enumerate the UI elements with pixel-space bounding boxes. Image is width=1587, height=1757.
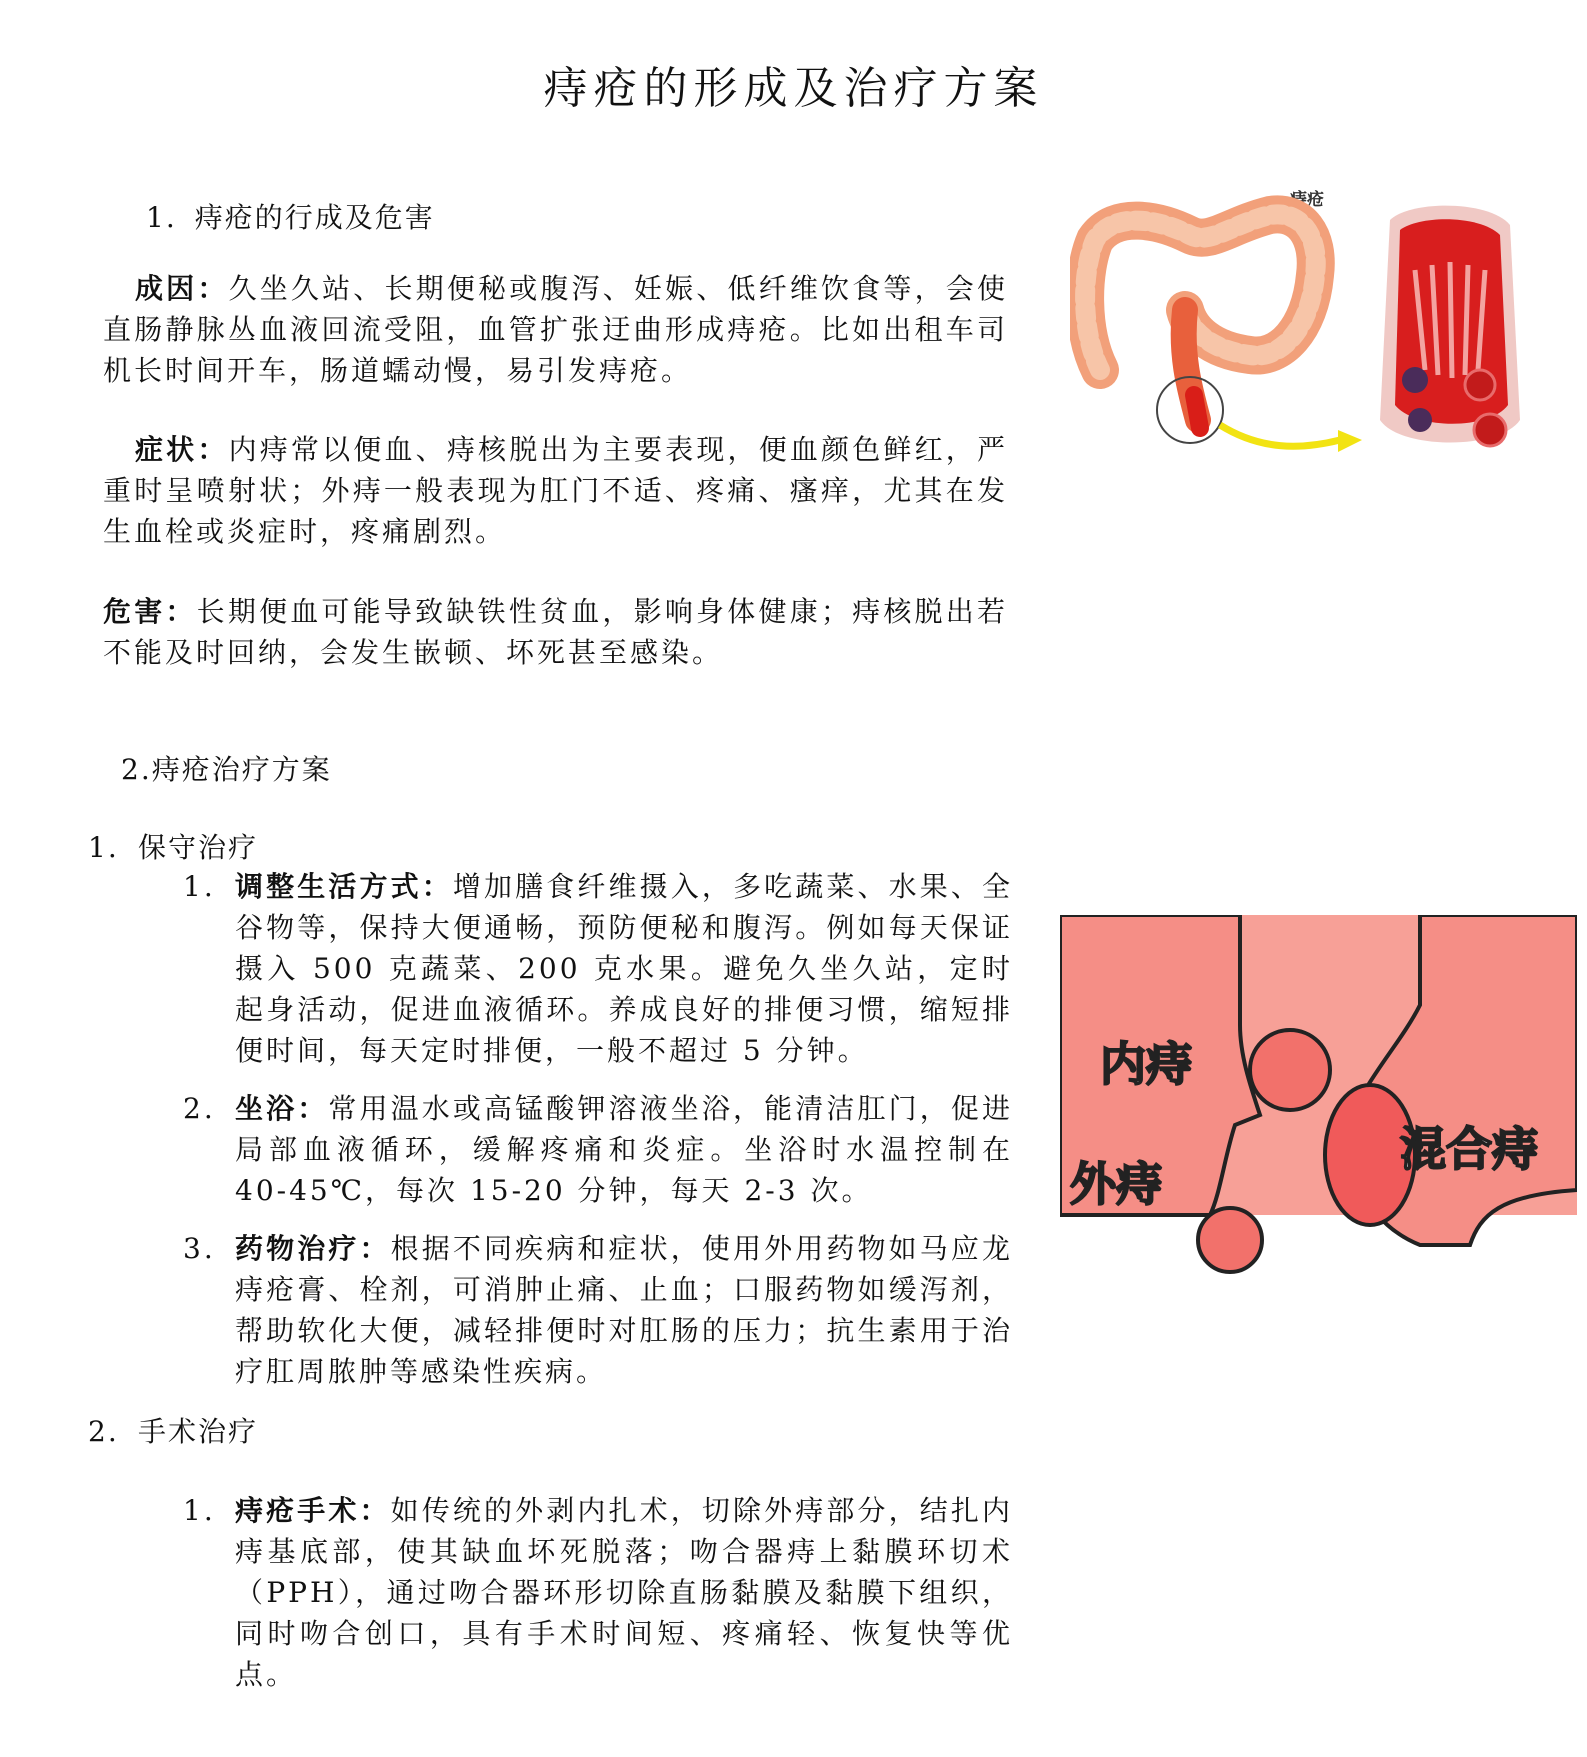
list-item-medication <box>183 1228 1013 1392</box>
sitz-bath-label: 坐浴： <box>235 1092 329 1125</box>
medication-label: 药物治疗： <box>235 1232 391 1265</box>
list-item-sitz-bath <box>183 1088 1013 1211</box>
harm-paragraph <box>103 591 1008 673</box>
harm-label: 危害： <box>103 595 197 628</box>
arrow-head <box>1338 430 1362 452</box>
section1-title: 痔疮的行成及危害 <box>194 201 435 234</box>
conservative-title: 保守治疗 <box>138 831 259 864</box>
list-item-number: 1. <box>183 1494 216 1527</box>
mixed-hemorrhoid-label: 混合痔 <box>1400 1122 1538 1176</box>
cause-text: 久坐久站、长期便秘或腹泻、妊娠、低纤维饮食等，会使直肠静脉丛血液回流受阻，血管扩张迂曲形成痔疮。比如出租车司机长时间开车，肠道蠕动慢，易引发痔疮。 <box>103 272 1008 387</box>
section1-heading <box>146 196 435 236</box>
arrow <box>1220 425 1340 446</box>
surgery-text: 如传统的外剥内扎术，切除外痔部分，结扎内痔基底部，使其缺血坏死脱落；吻合器痔上黏膜环切术（PPH），通过吻合器环形切除直肠黏膜及黏膜下组织，同时吻合创口，具有手术时间短、疼痛轻、恢复快等优点。 <box>235 1494 1013 1691</box>
page-title: 痔疮的形成及治疗方案 <box>543 63 1044 114</box>
conservative-heading <box>88 826 258 866</box>
list-item-lifestyle <box>183 866 1013 1071</box>
surgical-title: 手术治疗 <box>138 1415 259 1448</box>
symptom-paragraph <box>103 429 1008 552</box>
symptom-label: 症状： <box>135 433 229 466</box>
figure1-label: 痔疮 <box>1290 190 1324 209</box>
harm-text: 长期便血可能导致缺铁性贫血，影响身体健康；痔核脱出若不能及时回纳，会发生嵌顿、坏死甚至感染。 <box>103 595 1008 669</box>
surgical-heading <box>88 1410 258 1450</box>
section1-number: 1. <box>146 201 177 234</box>
section2-heading: 2.痔疮治疗方案 <box>121 753 332 786</box>
internal-hemorrhoid-blob <box>1250 1030 1330 1110</box>
medication-text: 根据不同疾病和症状，使用外用药物如马应龙痔疮膏、栓剂，可消肿止痛、止血；口服药物如缓泻剂，帮助软化大便，减轻排便时对肛肠的压力；抗生素用于治疗肛周脓肿等感染性疾病。 <box>235 1232 1013 1388</box>
surgery-label: 痔疮手术： <box>235 1494 391 1527</box>
cause-label: 成因： <box>135 272 229 305</box>
symptom-text: 内痔常以便血、痔核脱出为主要表现，便血颜色鲜红，严重时呈喷射状；外痔一般表现为肛门不适、疼痛、瘙痒，尤其在发生血栓或炎症时，疼痛剧烈。 <box>103 433 1008 548</box>
external-hemorrhoid-blob <box>1198 1208 1262 1272</box>
hemorrhoid-types-cartoon <box>1060 915 1577 1295</box>
rectum-cross-section <box>1380 206 1520 446</box>
conservative-number: 1. <box>88 831 119 864</box>
sitz-bath-text: 常用温水或高锰酸钾溶液坐浴，能清洁肛门，促进局部血液循环，缓解疼痛和炎症。坐浴时水温控制在 40-45℃，每次 15-20 分钟，每天 2-3 次。 <box>235 1092 1013 1207</box>
lifestyle-text: 增加膳食纤维摄入，多吃蔬菜、水果、全谷物等，保持大便通畅，预防便秘和腹泻。例如每天保证摄入 500 克蔬菜、200 克水果。避免久坐久站，定时起身活动，促进血液循环。养成良好的排便习惯，缩短排便时间，每天定时排便，一般不超过 5 分钟。 <box>235 870 1013 1067</box>
colon-anatomy-illustration <box>1070 180 1530 480</box>
list-item-number: 3. <box>183 1232 216 1265</box>
list-item-number: 2. <box>183 1092 216 1125</box>
cause-paragraph <box>103 268 1008 391</box>
internal-hemorrhoid-label: 内痔 <box>1100 1037 1192 1091</box>
surgical-number: 2. <box>88 1415 119 1448</box>
external-hemorrhoid-label: 外痔 <box>1070 1157 1162 1211</box>
list-item-surgery <box>183 1490 1013 1695</box>
lifestyle-label: 调整生活方式： <box>235 870 453 903</box>
list-item-number: 1. <box>183 870 216 903</box>
colon-shape <box>1085 214 1316 428</box>
